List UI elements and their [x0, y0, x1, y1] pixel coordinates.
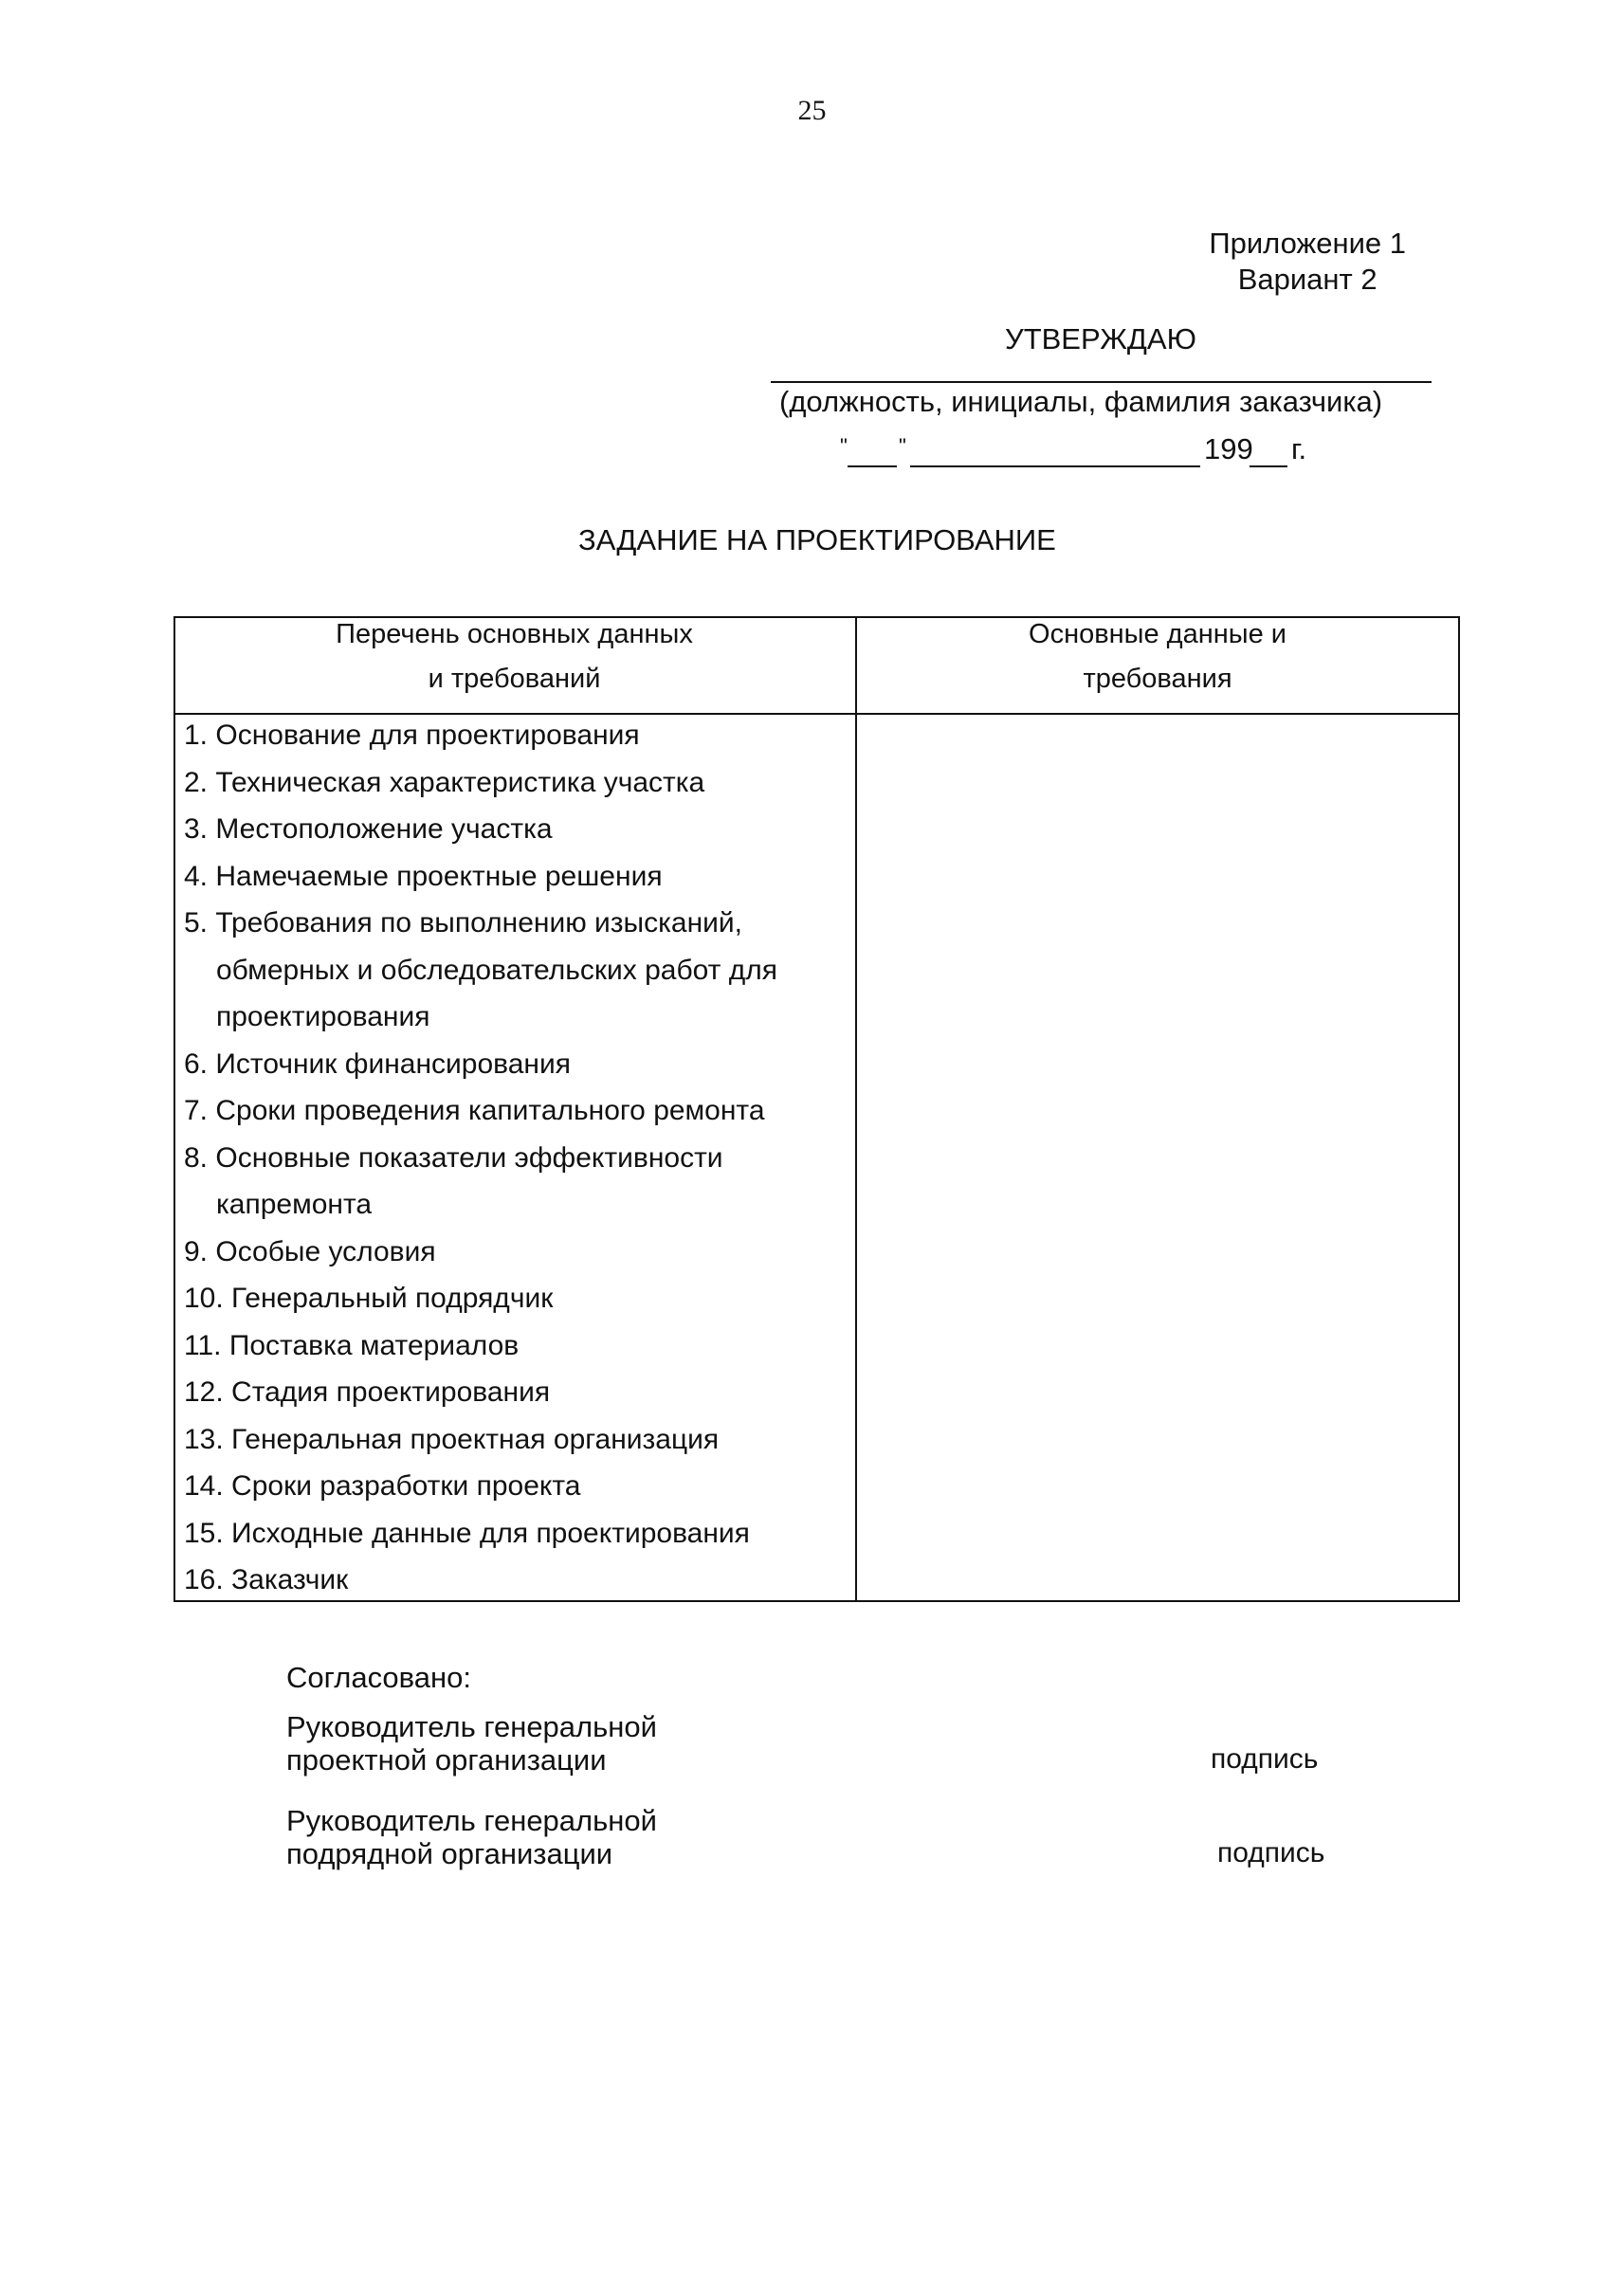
table-header-data: Основные данные и требования	[1029, 619, 1286, 694]
signer-contractor-org: Руководитель генеральной подрядной организации	[286, 1804, 657, 1870]
date-quote-close: "	[899, 434, 906, 458]
approval-signature-line	[771, 381, 1432, 383]
approval-date-line	[836, 432, 1433, 470]
date-year-prefix: 199	[1204, 432, 1253, 465]
list-item: 11. Поставка материалов	[184, 1329, 520, 1361]
appendix-label	[1209, 226, 1406, 298]
date-year-suffix: г.	[1291, 432, 1307, 465]
agreed-title: Согласовано:	[286, 1661, 472, 1694]
document-title: ЗАДАНИЕ НА ПРОЕКТИРОВАНИЕ	[578, 523, 1056, 556]
list-item: 7. Сроки проведения капитального ремонта	[184, 1095, 765, 1126]
table-header-list: Перечень основных данных и требований	[336, 619, 693, 694]
list-item: 9. Особые условия	[184, 1235, 436, 1267]
date-month-blank	[910, 465, 1200, 467]
list-item: 2. Техническая характеристика участка	[184, 766, 705, 798]
requirements-list	[184, 712, 848, 1604]
signature-placeholder: подпись	[1211, 1743, 1319, 1775]
list-item: 16. Заказчик	[184, 1564, 349, 1595]
date-year-blank	[1250, 465, 1287, 467]
list-item: 13. Генеральная проектная организация	[184, 1423, 720, 1455]
list-item: 8. Основные показатели эффективности капремонта	[184, 1141, 723, 1220]
date-day-blank	[848, 465, 897, 467]
list-item: 12. Стадия проектирования	[184, 1376, 551, 1408]
approval-caption: (должность, инициалы, фамилия заказчика)	[779, 385, 1383, 418]
list-item: 3. Местоположение участка	[184, 813, 553, 845]
appendix-variant: Вариант 2	[1237, 263, 1378, 296]
list-item: 14. Сроки разработки проекта	[184, 1470, 581, 1502]
list-item: 1. Основание для проектирования	[184, 720, 640, 751]
list-item: 10. Генеральный подрядчик	[184, 1283, 554, 1314]
list-item: 6. Источник финансирования	[184, 1048, 572, 1080]
table-column-divider	[855, 616, 857, 1602]
list-item: 4. Намечаемые проектные решения	[184, 860, 663, 892]
signer-design-org: Руководитель генеральной проектной организации	[286, 1710, 657, 1777]
approval-title: УТВЕРЖДАЮ	[1005, 322, 1196, 355]
list-item: 5. Требования по выполнению изысканий, обмерных и обследовательских работ для проектирования	[184, 907, 777, 1032]
appendix-number: Приложение 1	[1209, 227, 1406, 260]
page-number: 25	[797, 95, 827, 126]
signature-placeholder: подпись	[1217, 1837, 1325, 1868]
list-item: 15. Исходные данные для проектирования	[184, 1517, 750, 1549]
date-quote-open: "	[840, 434, 848, 458]
